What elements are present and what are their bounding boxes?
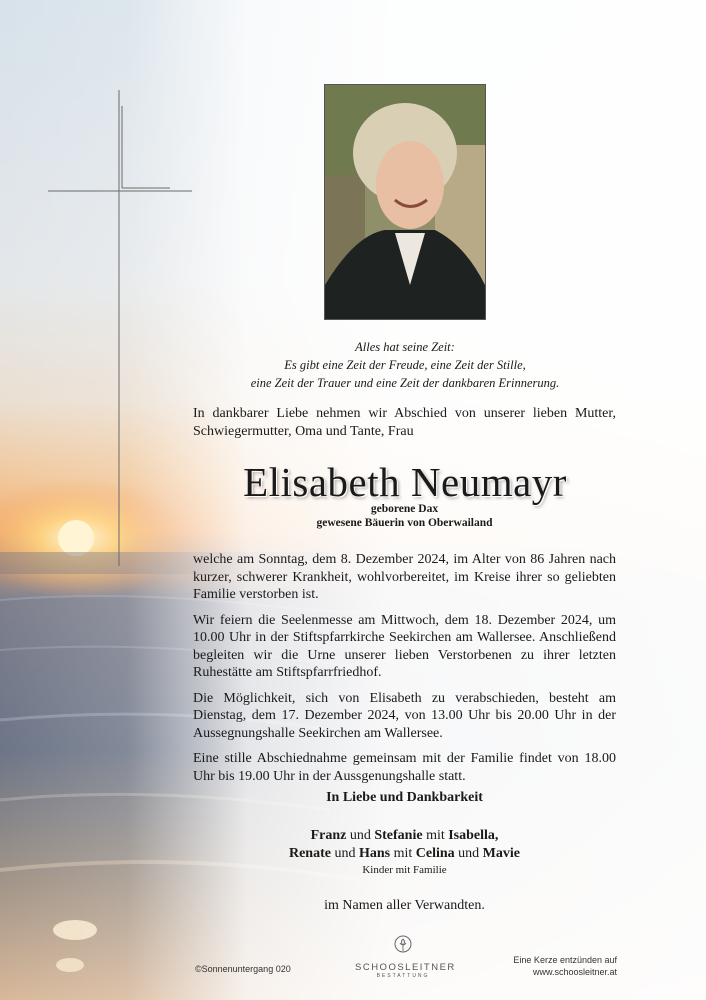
connector-word: und [349,828,371,843]
mourner-name: Renate [288,846,331,861]
mourners-line-1 [193,827,616,845]
portrait-photo [324,84,486,320]
funeral-home-logo [355,935,456,979]
paragraph-death: welche am Sonntag, dem 8. Dezember 2024, im Alter von 86 Jahren nach kurzer, schwerer Krankheit, wohlvorbereitet, im Kreise ihrer so geliebten Familie verstorben ist. [193,552,616,602]
mourner-name: Franz [310,828,347,843]
mourner-name: Stefanie [374,828,423,843]
deceased-details [193,502,616,530]
intro-text: In dankbarer Liebe nehmen wir Abschied von unserer lieben Mutter, Schwiegermutter, Oma und Tante, Frau [193,406,616,439]
candle-text: Eine Kerze entzünden auf [513,955,617,965]
connector-word: und [458,846,480,861]
connector-word: mit [393,846,413,861]
motto-quote [190,338,620,392]
mourner-name: Hans [358,846,391,861]
photo-credit: ©Sonnenuntergang 020 [195,964,291,974]
logo-subtitle: BESTATTUNG [376,973,430,979]
relatives-line: im Namen aller Verwandten. [324,898,485,913]
candle-notice [480,954,617,978]
rose-icon [394,935,412,955]
birth-name: geborene Dax [370,503,439,515]
website-link[interactable]: www.schoosleitner.at [532,967,617,977]
mourners-line-2 [193,845,616,863]
paragraph-farewell: Die Möglichkeit, sich von Elisabeth zu verabschieden, besteht am Dienstag, dem 17. Dezember 2024, von 13.00 Uhr bis 20.00 Uhr in der Aussegnungshalle Seekirchen am Wallersee. [193,690,616,741]
paragraph-family-farewell: Eine stille Abschiednahme gemeinsam mit der Familie findet von 18.00 Uhr bis 19.00 Uhr in der Aussgenungshalle statt. [193,751,616,784]
announcement-body [193,551,616,793]
motto-line-2: Es gibt eine Zeit der Freude, eine Zeit der Stille, [284,358,526,372]
motto-line-3: eine Zeit der Trauer und eine Zeit der dankbaren Erinnerung. [250,376,560,390]
mourners-note: Kinder mit Familie [362,864,447,876]
deceased-role: gewesene Bäuerin von Oberwailand [316,517,493,529]
paragraph-mass: Wir feiern die Seelenmesse am Mittwoch, dem 18. Dezember 2024, um 10.00 Uhr in der Stiftspfarrkirche Seekirchen am Wallersee. Anschließend begleiten wir die Urne unserer lieben Verstorbenen zu ihrer letzten Ruhestätte am Stiftspfarrfriedhof. [193,612,616,680]
closing-line: In Liebe und Dankbarkeit [326,790,483,805]
connector-word: und [334,846,356,861]
motto-line-1: Alles hat seine Zeit: [355,340,455,354]
mourner-name: Mavie [482,846,520,861]
mourner-name: Isabella, [448,828,499,843]
connector-word: mit [426,828,445,843]
deceased-name: Elisabeth Neumayr [243,459,567,505]
logo-name: SCHOOSLEITNER [355,962,456,973]
mourners-list [193,827,616,877]
mourner-name: Celina [415,846,455,861]
